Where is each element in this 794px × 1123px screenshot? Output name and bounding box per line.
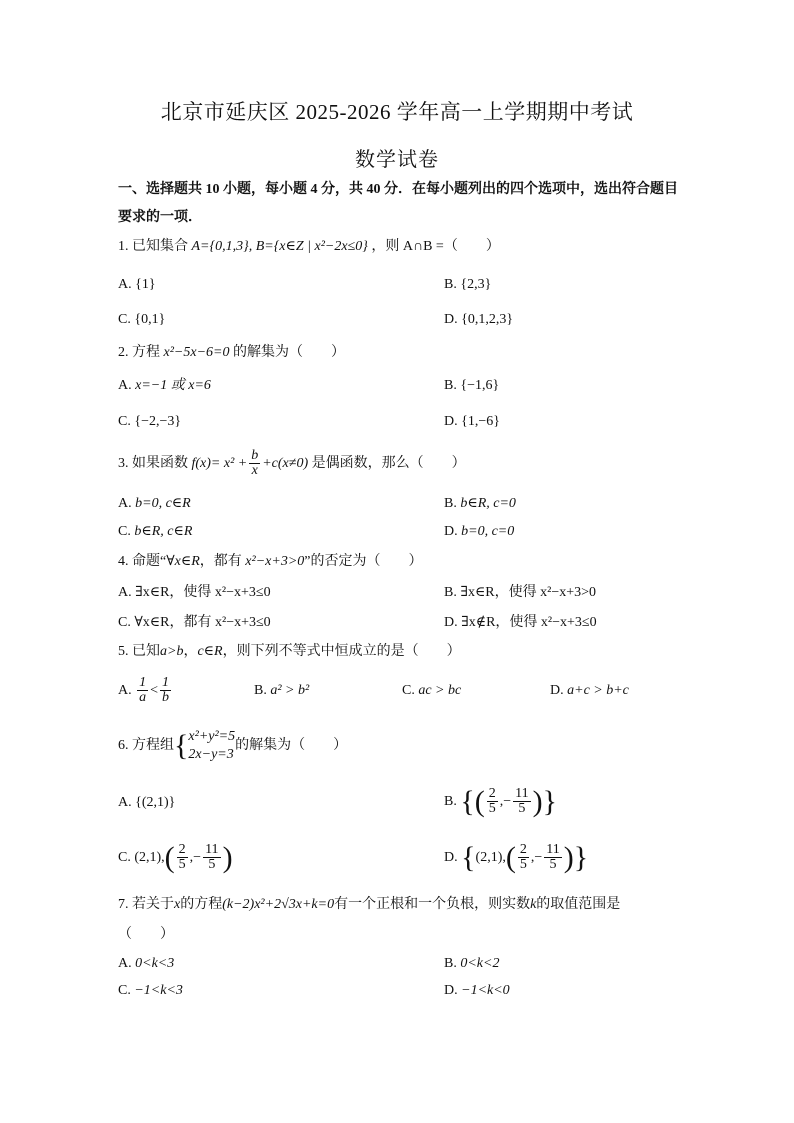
question-2-stem: 2. 方程 x²−5x−6=0 的解集为（ ） <box>118 345 345 360</box>
fraction-11-over-5-d: $\frac{11}{5}$ <box>546 841 560 873</box>
q5-option-b[interactable]: B. a² > b² <box>254 683 310 698</box>
q7-option-c[interactable]: C. −1<k<3 <box>118 983 183 998</box>
fraction-2-over-5: $\frac{2}{5}$ <box>488 785 496 817</box>
fraction-11-over-5-c: $\frac{11}{5}$ <box>205 841 219 873</box>
q6-option-b[interactable]: B. {( $\frac{2}{5}$ ,− $\frac{11}{5}$ )} <box>444 784 558 818</box>
q2-option-a[interactable]: A. x=−1 或 x=6 <box>118 378 211 393</box>
q7-option-b[interactable]: B. 0<k<2 <box>444 956 500 971</box>
fraction-1-over-a: $\frac{1}{a}$ <box>139 674 147 706</box>
q6-option-d[interactable]: D. {(2,1),( $\frac{2}{5}$ ,− $\frac{11}{5}$ )} <box>444 840 589 874</box>
fraction-1-over-b: $\frac{1}{b}$ <box>162 674 170 706</box>
q2-option-d[interactable]: D. {1,−6} <box>444 414 500 429</box>
question-3-stem: 3. 如果函数 f(x)= x² + $\frac{b}{x}$ +c(x≠0) 是偶函数，那么（ ） <box>118 447 466 479</box>
q3-option-a[interactable]: A. b=0, c∈R <box>118 496 191 511</box>
fraction-2-over-5-c: $\frac{2}{5}$ <box>178 841 186 873</box>
q4-option-a[interactable]: A. ∃x∈R，使得 x²−x+3≤0 <box>118 585 271 600</box>
question-7-answer-paren: （ ） <box>118 927 174 942</box>
question-1-stem: 1. 已知集合 A={0,1,3}, B={x∈Z | x²−2x≤0} ，则 A∩B =（ ） <box>118 239 500 254</box>
q3-option-c[interactable]: C. b∈R, c∈R <box>118 524 193 539</box>
q1-option-d[interactable]: D. {0,1,2,3} <box>444 312 514 327</box>
q1-option-a[interactable]: A. {1} <box>118 277 156 292</box>
q7-option-d[interactable]: D. −1<k<0 <box>444 983 510 998</box>
page-subtitle: 数学试卷 <box>355 149 439 171</box>
q2-option-c[interactable]: C. {−2,−3} <box>118 414 182 429</box>
fraction-2-over-5-d: $\frac{2}{5}$ <box>519 841 527 873</box>
q3-option-b[interactable]: B. b∈R, c=0 <box>444 496 516 511</box>
q7-option-a[interactable]: A. 0<k<3 <box>118 956 175 971</box>
q2-option-b[interactable]: B. {−1,6} <box>444 378 500 393</box>
q4-option-d[interactable]: D. ∃x∉R，使得 x²−x+3≤0 <box>444 615 597 630</box>
q1-option-b[interactable]: B. {2,3} <box>444 277 492 292</box>
page-title: 北京市延庆区 2025-2026 学年高一上学期期中考试 <box>160 100 634 124</box>
fraction-11-over-5: $\frac{11}{5}$ <box>515 785 529 817</box>
question-6-stem: 6. 方程组{ x²+y²=5 2x−y=3 的解集为（ ） <box>118 722 347 770</box>
q6-option-a[interactable]: A. {(2,1)} <box>118 795 176 810</box>
q4-option-b[interactable]: B. ∃x∈R，使得 x²−x+3>0 <box>444 585 597 600</box>
q5-option-a[interactable]: A. $\frac{1}{a}$ < $\frac{1}{b}$ <box>118 674 170 706</box>
q5-option-c[interactable]: C. ac > bc <box>402 683 462 698</box>
q6-option-c[interactable]: C. (2,1),( $\frac{2}{5}$ ,− $\frac{11}{5}$ ) <box>118 840 233 874</box>
system-brace: { <box>174 728 189 762</box>
q3-option-d[interactable]: D. b=0, c=0 <box>444 524 515 539</box>
question-4-stem: 4. 命题“∀x∈R，都有 x²−x+3>0”的否定为（ ） <box>118 554 423 569</box>
fraction-b-over-x: $\frac{b}{x}$ <box>251 447 259 479</box>
section-heading: 一、选择题共 10 小题，每小题 4 分，共 40 分．在每小题列出的四个选项中，选出符合题目要求的一项． <box>118 182 678 225</box>
question-5-stem: 5. 已知a>b，c∈R，则下列不等式中恒成立的是（ ） <box>118 644 461 659</box>
q4-option-c[interactable]: C. ∀x∈R，都有 x²−x+3≤0 <box>118 615 271 630</box>
equation-system: x²+y²=5 2x−y=3 <box>188 728 236 762</box>
question-7-stem: 7. 若关于x的方程(k−2)x²+2√3x+k=0有一个正根和一个负根，则实数k的取值范围是 <box>118 897 621 912</box>
q1-option-c[interactable]: C. {0,1} <box>118 312 166 327</box>
q5-option-d[interactable]: D. a+c > b+c <box>550 683 629 698</box>
